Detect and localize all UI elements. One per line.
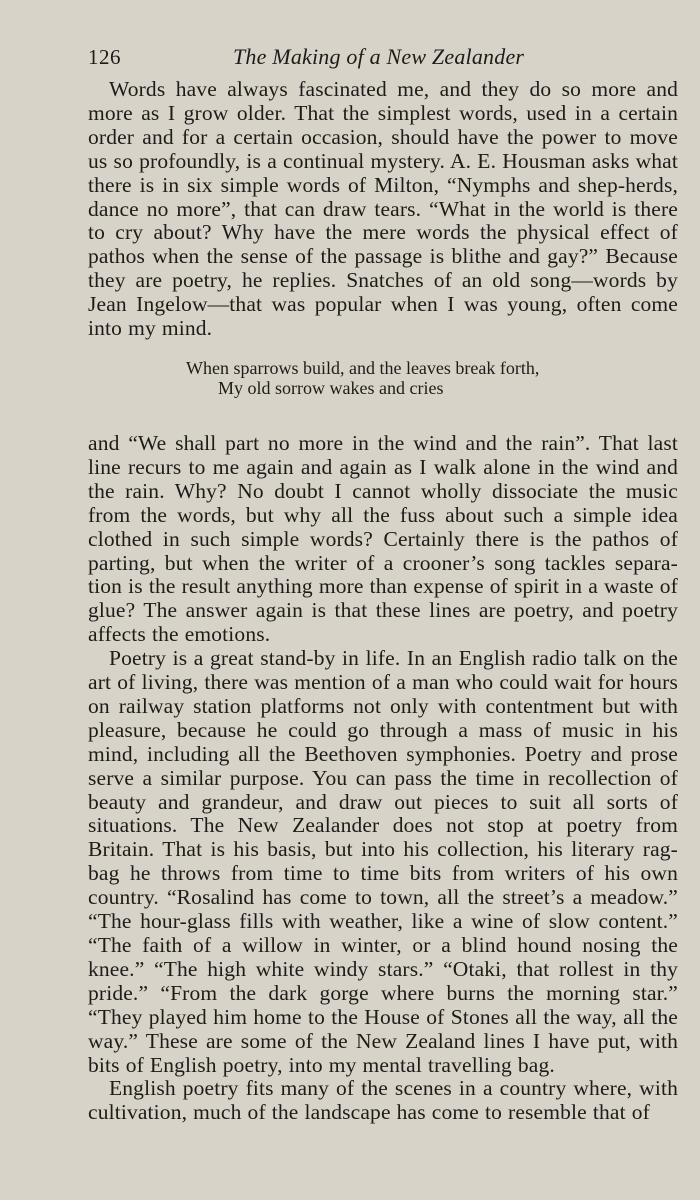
page-number: 126 (88, 45, 121, 69)
running-title: The Making of a New Zealander (233, 44, 525, 69)
page-header (88, 44, 678, 78)
paragraph-3: Poetry is a great stand-by in life. In an English radio talk on the art of living, there was mention of a man who could wait for hours on railway station platforms not only with contentment but with pleasure, because he could go through a mass of music in his mind, including all the Beethoven symphonies. Poetry and prose serve a similar purpose. You can pass the time in recollection of beauty and grandeur, and draw out pieces to suit all sorts of situations. The New Zealander does not stop at poetry from Britain. That is his basis, but into his collection, his literary rag-bag he throws from time to time bits from writers of his own country. “Rosalind has come to town, all the street’s a meadow.” “The hour-glass fills with weather, like a wine of slow content.” “The faith of a willow in winter, or a blind hound nosing the knee.” “The high white windy stars.” “Otaki, that rollest in thy pride.” “From the dark gorge where burns the morning star.” “They played him home to the House of Stones all the way, all the way.” These are some of the New Zealand lines I have put, with bits of English poetry, into my mental travelling bag. (88, 646, 678, 1077)
verse-line-2: My old sorrow wakes and cries (218, 378, 444, 399)
verse-line-1: When sparrows build, and the leaves break forth, (186, 357, 540, 378)
paragraph-1: Words have always fascinated me, and they do so more and more as I grow older. That the simplest words, used in a certain order and for a certain occasion, should have the power to move us so profoundly, is a continual mystery. A. E. Housman asks what there is in six simple words of Milton, “Nymphs and shep-herds, dance no more”, that can draw tears. “What in the world is there to cry about? Why have the mere words the physical effect of pathos when the sense of the passage is blithe and gay?” Because they are poetry, he replies. Snatches of an old song—words by Jean Ingelow—that was popular when I was young, often come into my mind. (88, 77, 678, 341)
body-text (88, 78, 678, 1125)
verse-quotation (186, 358, 678, 399)
paragraph-4: English poetry fits many of the scenes in a country where, with cultivation, much of the landscape has come to resemble that of (88, 1076, 678, 1125)
paragraph-2: and “We shall part no more in the wind and the rain”. That last line recurs to me again and again as I walk alone in the wind and the rain. Why? No doubt I cannot wholly dissociate the music from the words, but why all the fuss about such a simple idea clothed in such simple words? Certainly there is the pathos of parting, but when the writer of a crooner’s song tackles separa-tion is the result anything more than expense of spirit in a waste of glue? The answer again is that these lines are poetry, and poetry affects the emotions. (88, 430, 678, 647)
